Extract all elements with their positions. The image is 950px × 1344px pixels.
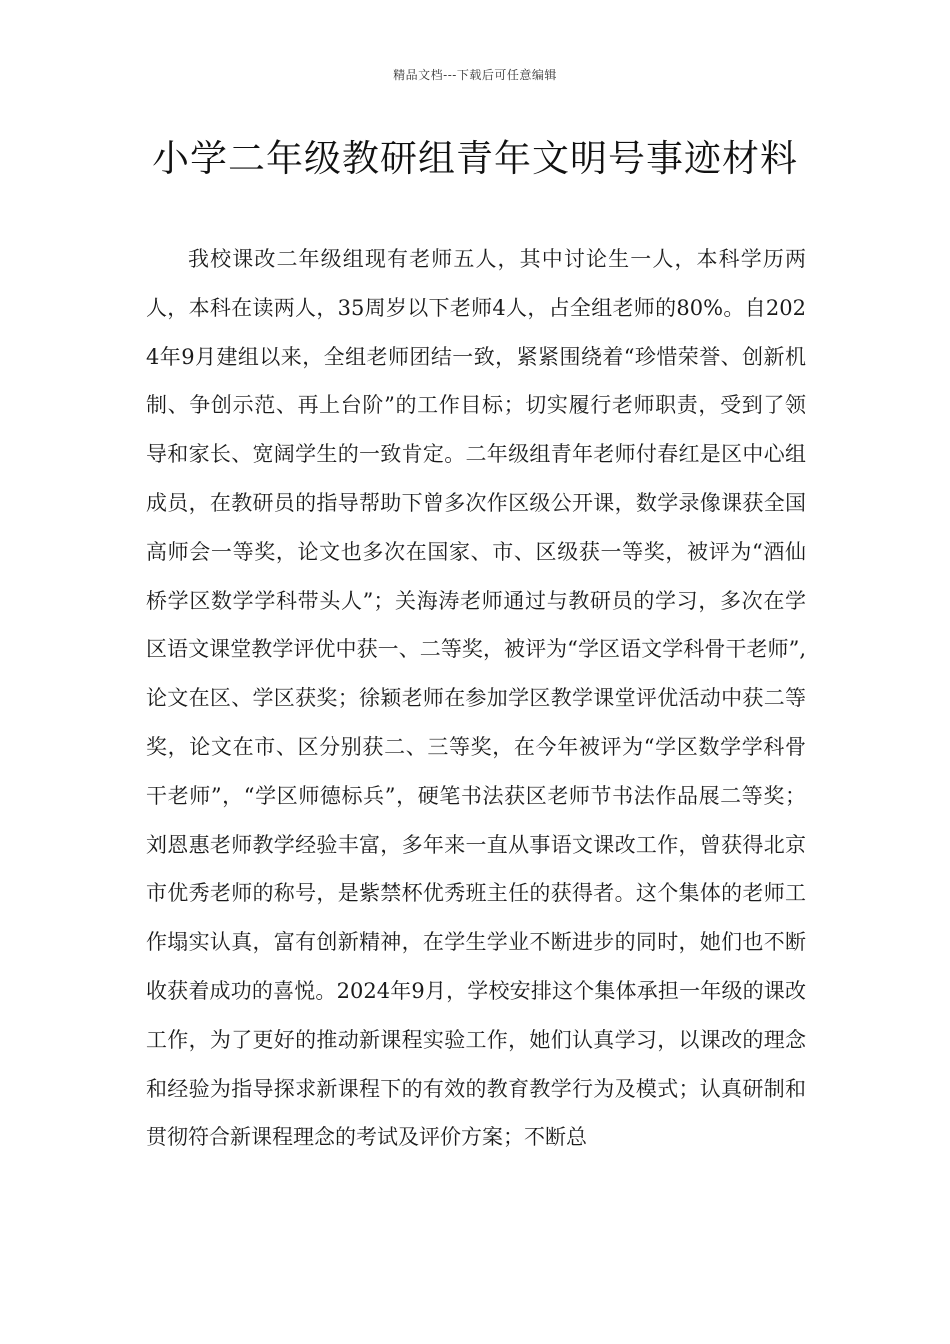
header-note: 精品文档---下载后可任意编辑 [393, 68, 557, 82]
document-title: 小学二年级教研组青年文明号事迹材料 [152, 137, 798, 180]
body-paragraph: 我校课改二年级组现有老师五人，其中讨论生一人，本科学历两人，本科在读两人，35周岁以下老师4人，占全组老师的80%。自2024年9月建组以来，全组老师团结一致，紧紧围绕着“珍惜荣誉、创新机制、争创示范、再上台阶”的工作目标；切实履行老师职责，受到了领导和家长、宽阔学生的一致肯定。二年级组青年老师付春红是区中心组成员，在教研员的指导帮助下曾多次作区级公开课，数学录像课获全国高师会一等奖，论文也多次在国家、市、区级获一等奖，被评为“酒仙桥学区数学学科带头人”；关海涛老师通过与教研员的学习，多次在学区语文课堂教学评优中获一、二等奖，被评为“学区语文学科骨干老师”,论文在区、学区获奖；徐颖老师在参加学区教学课堂评优活动中获二等奖，论文在市、区分别获二、三等奖，在今年被评为“学区数学学科骨干老师”，“学区师德标兵”，硬笔书法获区老师节书法作品展二等奖；刘恩惠老师教学经验丰富，多年来一直从事语文课改工作，曾获得北京市优秀老师的称号，是紫禁杯优秀班主任的获得者。这个集体的老师工作塌实认真，富有创新精神，在学生学业不断进步的同时，她们也不断收获着成功的喜悦。2024年9月，学校安排这个集体承担一年级的课改工作，为了更好的推动新课程实验工作，她们认真学习，以课改的理念和经验为指导探求新课程下的有效的教育教学行为及模式；认真研制和贯彻符合新课程理念的考试及评价方案；不断总 [146, 247, 806, 1150]
